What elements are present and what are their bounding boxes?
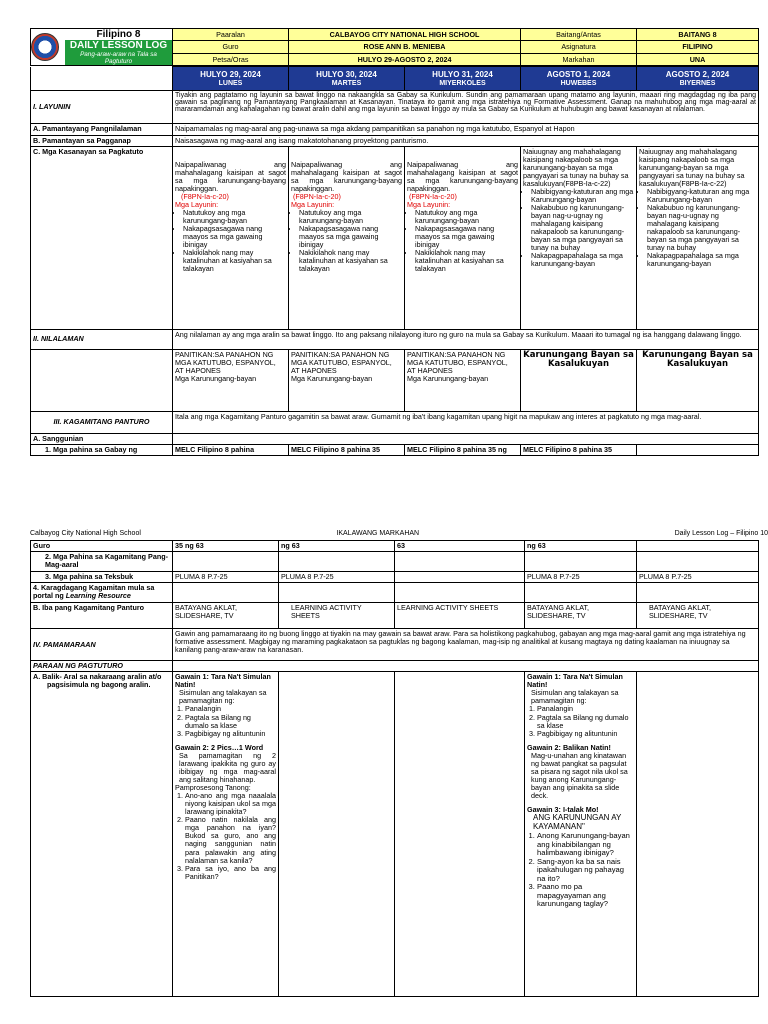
sanggunian-label: A. Sanggunian	[31, 433, 173, 444]
dll-header-table	[30, 28, 759, 66]
teksbuk-day-0: PLUMA 8 P.7-25	[173, 572, 279, 583]
balik-aral-label: A. Balik- Aral sa nakaraang aralin at/o pagsisimula ng bagong aralin.	[31, 672, 173, 997]
day-header-2: HULYO 31, 2024 MIYERKOLES	[405, 67, 521, 91]
gabay-day-1: MELC Filipino 8 pahina 35	[289, 444, 405, 455]
kasanayan-day-3: Naiuugnay ang mahahalagang kaisipang nakapaloob sa mga karunungang-bayan sa mga pangyayari sa tunay na buhay sa kasalukuyan(F8PB-Ia-c-22) • Nabibigyang-katuturan ang mga Karunungang-bayan • Nakabubuo ng karunungang-bayan nag-u-ugnay ng mahalagang kaisipang nakapaloob sa karunungang-bayan sa mga pangyayari sa tunay na buhay • Nakapagpapahalaga sa mga karunungang-bayan	[521, 146, 637, 329]
guro-row-day-3: ng 63	[525, 541, 637, 552]
deped-seal-icon	[31, 33, 59, 61]
balik-aral-day-3: Gawain 1: Tara Na't Simulan Natin! Sisimulan ang talakayan sa pamamagitan ng: 1. Panalangin 2. Pagtala sa Bilang ng dumalo sa klase 3. Pagbibigay ng alituntunin Gawain 2: Balikan Natin! Mag-u-unahan ang kinatawan ng bawat pangkat sa pagsulat sa pisara ng sagot nila ukol sa kung anong Karunungang-bayan ang ipinakita sa slide deck. Gawain 3: I-talak Mo! ANG KARUNUNGAN AY KAYAMANAN" 1. Anong Karunungang-bayan ang kinabibilangan ng halimbawang ibinigay? 2. Sang-ayon ka ba sa nais ipakahulugan ng pahayag na ito? 3. Paano mo pa mapagyayaman ang karunungang taglay?	[525, 672, 637, 997]
nilalaman-label: II. NILALAMAN	[31, 329, 173, 349]
iba-day-4: BATAYANG AKLAT, SLIDESHARE, TV	[637, 603, 759, 629]
paaralan-label: Paaralan	[173, 29, 289, 41]
page-two-header	[30, 530, 768, 538]
asignatura-value: FILIPINO	[637, 41, 759, 53]
page-two	[0, 540, 768, 997]
markahan-label: Markahan	[521, 53, 637, 66]
kasanayan-day-4: Naiuugnay ang mahahalagang kaisipang nakapaloob sa mga karunungang-bayan sa mga pangyayari sa tunay na buhay sa kasalukuyan(F8PB-Ia-c-22) • Nabibigyang-katuturan ang mga Karunungang-bayan • Nakabubuo ng karunungang-bayan nag-u-ugnay ng mahalagang kaisipang nakapaloob sa karunungang-bayan sa mga pangyayari sa tunay na buhay • Nakapagpapahalaga sa mga karunungang-bayan	[637, 146, 759, 329]
baitang-label: Baitang/Antas	[521, 29, 637, 41]
nilalaman-day-0: PANITIKAN:SA PANAHON NG MGA KATUTUBO, ESPANYOL, AT HAPONES Mga Karunungang-bayan	[173, 349, 289, 411]
guro-row-day-4	[637, 541, 759, 552]
guro-row-day-1: ng 63	[279, 541, 395, 552]
kasanayan-label: C. Mga Kasanayan sa Pagkatuto	[31, 146, 173, 329]
balik-aral-day-4	[637, 672, 759, 997]
guro-row-day-2: 63	[395, 541, 525, 552]
petsa-label: Petsa/Oras	[173, 53, 289, 66]
teksbuk-label: 3. Mga pahina sa Teksbuk	[31, 572, 173, 583]
iba-day-2: LEARNING ACTIVITY SHEETS	[395, 603, 525, 629]
teksbuk-day-1: PLUMA 8 P.7-25	[279, 572, 395, 583]
kagamitang-pahina-label: 2. Mga Pahina sa Kagamitang Pang-Mag-aaral	[31, 552, 173, 572]
pagganap-text: Naisasagawa ng mag-aaral ang isang makatotohanang proyektong panturismo.	[173, 135, 759, 146]
day-header-0: HULYO 29, 2024 LUNES	[173, 67, 289, 91]
kagamitan-text: Itala ang mga Kagamitang Panturo gagamitin sa bawat araw. Gumamit ng iba't ibang kagamitan upang higit na mapukaw ang interes at pagkatuto ng mga mag-aaral.	[173, 411, 759, 433]
pagganap-label: B. Pamantayan sa Pagganap	[31, 135, 173, 146]
dll-continuation-table	[30, 540, 759, 997]
subject-title: Filipino 8	[96, 29, 141, 40]
guro-value: ROSE ANN B. MENIEBA	[289, 41, 521, 53]
footer-quarter: IKALAWANG MARKAHAN	[336, 530, 420, 537]
footer-log: Daily Lesson Log – Filipino 10	[674, 530, 768, 537]
nilalaman-text: Ang nilalaman ay ang mga aralin sa bawat linggo. Ito ang paksang nilalayong ituro ng guro na mula sa Gabay sa Kurikulum. Maaari ito tumagal ng isa hanggang dalawang linggo.	[173, 329, 759, 349]
footer-school: Calbayog City National High School	[30, 530, 141, 537]
layunin-text: Tiyakin ang pagtatamo ng layunin sa bawat linggo na nakaangkla sa Gabay sa Kurikulum. Sundin ang pamamaraan upang matamo ang layunin, maaari ring magdagdag ng iba pang gawain sa paglinang ng Pamantayang Pangkaalaman at Kasanayan. Tinataya ito gamit ang mga istratehiya ng Formative Assessment. Ganap na mahuhubog ang mga mag-aaral at mararamdaman ang kahalagahan ng bawat aralin dahil ang mga layunin sa bawat linggo ay mula sa Gabay sa Kurikulum at huhubugin ang bawat kasanayan at nilalaman.	[173, 91, 759, 124]
day-header-4: AGOSTO 2, 2024 BIYERNES	[637, 67, 759, 91]
pamamaraan-text: Gawin ang pamamaraang ito ng buong linggo at tiyakin na may gawain sa bawat araw. Para sa holistikong pagkahubog, gabayan ang mga mag-aaral gamit ang mga istratehiya ng formative assessment. Magbigay ng maraming pagkakataon sa pagtuklas ng bagong kaalaman, mag-isip ng analitikal at kusang magtaya ng dating kaalaman na iniuugnay sa kanilang pang-araw-araw na karanasan.	[173, 629, 759, 661]
balik-aral-day-1	[279, 672, 395, 997]
gabay-day-4	[637, 444, 759, 455]
iba-label: B. Iba pang Kagamitang Panturo	[31, 603, 173, 629]
iba-day-0: BATAYANG AKLAT, SLIDESHARE, TV	[173, 603, 279, 629]
pangnilalaman-label: A. Pamantayang Pangnilalaman	[31, 124, 173, 135]
dll-logo-block	[31, 29, 173, 66]
paraan-label: PARAAN NG PAGTUTURO	[31, 661, 173, 672]
iba-day-1: LEARNING ACTIVITY SHEETS	[279, 603, 395, 629]
kagamitan-label: III. KAGAMITANG PANTURO	[31, 411, 173, 433]
balik-aral-day-2	[395, 672, 525, 997]
kasanayan-day-1: Naipapaliwanag ang mahahalagang kaisipan at sagot sa mga karunungang-bayang napakinggan. (F8PN-Ia-c-20) Mga Layunin: • Natutukoy ang mga karunungang-bayan • Nakapagsasagawa nang maayos sa mga gawaing ibinigay • Nakikilahok nang may katalinuhan at kasiyahan sa talakayan	[289, 146, 405, 329]
teksbuk-day-4: PLUMA 8 P.7-25	[637, 572, 759, 583]
teksbuk-day-2	[395, 572, 525, 583]
log-subtitle: Pang-araw-araw na Tala sa Pagtuturo	[65, 51, 172, 65]
baitang-value: BAITANG 8	[637, 29, 759, 41]
layunin-label: I. LAYUNIN	[31, 91, 173, 124]
guro-label: Guro	[173, 41, 289, 53]
gabay-day-0: MELC Filipino 8 pahina	[173, 444, 289, 455]
guro-row-day-0: 35 ng 63	[173, 541, 279, 552]
gabay-day-3: MELC Filipino 8 pahina 35	[521, 444, 637, 455]
balik-aral-day-0: Gawain 1: Tara Na't Simulan Natin! Sisimulan ang talakayan sa pamamagitan ng: 1. Panalangin 2. Pagtala sa Bilang ng dumalo sa klase 3. Pagbibigay ng alituntunin Gawain 2: 2 Pics…1 Word Sa pamamagitan ng 2 larawang ipakikita ng guro ay ibibigay ng mga mag-aaral ang salitang hinahanap. Pamprosesong Tanong: 1. Ano-ano ang mga naaalala niyong kaisipan ukol sa mga larawang ipinakita? 2. Paano natin nakilala ang mga panahon na iyan? Bukod sa guro, ano ang naging sanggunian natin para palawakin ang ating nalalaman sa kanila? 3. Para sa iyo, ano ba ang Panitikan?	[173, 672, 279, 997]
markahan-value: UNA	[637, 53, 759, 66]
nilalaman-day-4: Karunungang Bayan sa Kasalukuyan	[637, 349, 759, 411]
day-header-3: AGOSTO 1, 2024 HUWEBES	[521, 67, 637, 91]
asignatura-label: Asignatura	[521, 41, 637, 53]
page-one	[0, 28, 768, 456]
petsa-value: HULYO 29-AGOSTO 2, 2024	[289, 53, 521, 66]
nilalaman-day-3: Karunungang Bayan sa Kasalukuyan	[521, 349, 637, 411]
gabay-label: 1. Mga pahina sa Gabay ng	[31, 444, 173, 455]
guro-row-label: Guro	[31, 541, 173, 552]
nilalaman-day-1: PANITIKAN:SA PANAHON NG MGA KATUTUBO, ESPANYOL, AT HAPONES Mga Karunungang-bayan	[289, 349, 405, 411]
pamamaraan-label: IV. PAMAMARAAN	[31, 629, 173, 661]
log-title: DAILY LESSON LOG	[65, 40, 172, 51]
kasanayan-day-2: Naipapaliwanag ang mahahalagang kaisipan at sagot sa mga karunungang-bayang napakinggan. (F8PN-Ia-c-20) Mga Layunin: • Natutukoy ang mga karunungang-bayan • Nakapagsasagawa nang maayos sa mga gawaing ibinigay • Nakikilahok nang may katalinuhan at kasiyahan sa talakayan	[405, 146, 521, 329]
karagdagang-label: 4. Karagdagang Kagamitan mula sa portal ng Learning Resource	[31, 583, 173, 603]
pangnilalaman-text: Naipamamalas ng mag-aaral ang pag-unawa sa mga akdang pampanitikan sa panahon ng mga katutubo, Espanyol at Hapon	[173, 124, 759, 135]
dll-main-table	[30, 66, 759, 455]
nilalaman-day-2: PANITIKAN:SA PANAHON NG MGA KATUTUBO, ESPANYOL, AT HAPONES Mga Karunungang-bayan	[405, 349, 521, 411]
iba-day-3: BATAYANG AKLAT, SLIDESHARE, TV	[525, 603, 637, 629]
kasanayan-day-0: Naipapaliwanag ang mahahalagang kaisipan at sagot sa mga karunungang-bayang napakinggan. (F8PN-Ia-c-20) Mga Layunin: • Natutukoy ang mga karunungang-bayan • Nakapagsasagawa nang maayos sa mga gawaing ibinigay • Nakikilahok nang may katalinuhan at kasiyahan sa talakayan	[173, 146, 289, 329]
gabay-day-2: MELC Filipino 8 pahina 35 ng	[405, 444, 521, 455]
paaralan-value: CALBAYOG CITY NATIONAL HIGH SCHOOL	[289, 29, 521, 41]
teksbuk-day-3: PLUMA 8 P.7-25	[525, 572, 637, 583]
day-header-1: HULYO 30, 2024 MARTES	[289, 67, 405, 91]
